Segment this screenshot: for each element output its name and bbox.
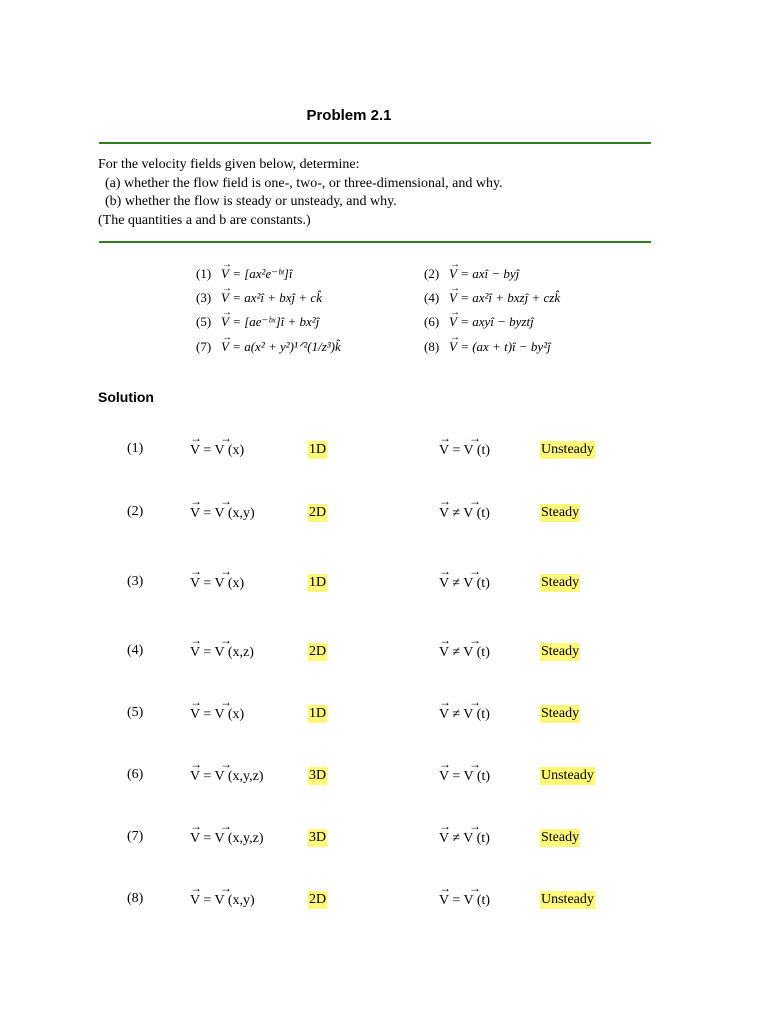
row-number: (4) — [127, 643, 144, 658]
velocity-vector: → V — [221, 314, 229, 330]
equation-expression: = ax²î + bxĵ + ck̂ — [228, 290, 322, 305]
arrow-icon: → — [220, 819, 232, 833]
intro-line-3: (b) whether the flow is steady or unsteady, and why. — [98, 194, 397, 209]
arrow-icon: → — [439, 431, 451, 445]
dimension-badge: 2D — [309, 892, 327, 907]
arrow-icon: → — [190, 564, 202, 578]
velocity-vector: → V — [449, 314, 457, 330]
velocity-vector: → V — [449, 266, 457, 282]
equation-expression: = [ax²e⁻ᵇᵗ]î — [228, 266, 293, 281]
steadiness-badge: Steady — [541, 830, 580, 845]
arrow-icon: → — [469, 494, 481, 508]
spatial-dependence: V = V (x,y,z) — [190, 831, 264, 846]
arrow-icon: → — [220, 881, 232, 895]
equation-number: (1) — [196, 266, 212, 281]
steadiness-badge: Unsteady — [541, 442, 594, 457]
steadiness-badge: Steady — [541, 644, 580, 659]
arrow-icon: → — [190, 695, 202, 709]
arrow-icon: → — [439, 757, 451, 771]
arrow-icon: → — [220, 757, 232, 771]
arrow-icon: → — [469, 819, 481, 833]
arrow-icon: → — [220, 633, 232, 647]
equation-2 — [424, 266, 519, 282]
time-dependence: V ≠ V (t) — [439, 707, 490, 722]
dimension-badge: 1D — [309, 706, 327, 721]
time-dependence: V ≠ V (t) — [439, 506, 490, 521]
intro-line-1: For the velocity fields given below, determine: — [98, 157, 360, 172]
solution-row — [0, 695, 768, 735]
dimension-badge: 3D — [309, 768, 327, 783]
equation-expression: = (ax + t)î − by²ĵ — [456, 339, 551, 354]
steadiness-badge: Steady — [541, 505, 580, 520]
steadiness-badge: Unsteady — [541, 768, 594, 783]
row-number: (8) — [127, 891, 144, 906]
arrow-icon: → — [220, 494, 232, 508]
velocity-vector: → V — [221, 339, 229, 355]
row-number: (5) — [127, 705, 144, 720]
equation-expression: = axî − byĵ — [456, 266, 520, 281]
arrow-icon: → — [220, 431, 232, 445]
arrow-icon: → — [439, 494, 451, 508]
dimension-badge: 2D — [309, 505, 327, 520]
solution-row — [0, 633, 768, 673]
equation-number: (5) — [196, 314, 212, 329]
equation-expression: = a(x² + y²)¹ᐟ²(1/z³)k̂ — [228, 339, 341, 354]
row-number: (6) — [127, 767, 144, 782]
time-dependence: V ≠ V (t) — [439, 831, 490, 846]
velocity-vector: → V — [221, 290, 229, 306]
arrow-icon: → — [439, 564, 451, 578]
dimension-badge: 2D — [309, 644, 327, 659]
arrow-icon: → — [469, 431, 481, 445]
equation-1 — [196, 266, 292, 282]
arrow-icon: → — [439, 633, 451, 647]
arrow-icon: → — [220, 695, 232, 709]
arrow-icon: → — [439, 881, 451, 895]
arrow-icon: → — [190, 757, 202, 771]
equation-expression: = axyî − byztĵ — [456, 314, 534, 329]
dimension-badge: 3D — [309, 830, 327, 845]
equation-number: (8) — [424, 339, 440, 354]
intro-line-4: (The quantities a and b are constants.) — [98, 212, 311, 228]
arrow-icon: → — [190, 819, 202, 833]
row-number: (1) — [127, 441, 144, 456]
solution-row — [0, 881, 768, 921]
equation-4 — [424, 290, 560, 306]
row-number: (3) — [127, 574, 144, 589]
equation-number: (2) — [424, 266, 440, 281]
problem-title: Problem 2.1 — [306, 107, 392, 124]
dimension-badge: 1D — [309, 442, 327, 457]
spatial-dependence: V = V (x,y) — [190, 893, 255, 908]
arrow-icon: → — [439, 819, 451, 833]
arrow-icon: → — [190, 431, 202, 445]
solution-row — [0, 431, 768, 471]
equation-6 — [424, 314, 534, 330]
time-dependence: V ≠ V (t) — [439, 645, 490, 660]
time-dependence: V = V (t) — [439, 893, 491, 908]
arrow-icon: → — [469, 881, 481, 895]
arrow-icon: → — [190, 494, 202, 508]
bottom-divider — [99, 241, 651, 243]
solution-row — [0, 494, 768, 534]
equation-number: (4) — [424, 290, 440, 305]
solution-heading: Solution — [98, 389, 154, 405]
arrow-icon: → — [190, 881, 202, 895]
equation-number: (3) — [196, 290, 212, 305]
spatial-dependence: V = V (x) — [190, 443, 245, 458]
spatial-dependence: V = V (x,y) — [190, 506, 255, 521]
velocity-vector: → V — [221, 266, 229, 282]
time-dependence: V = V (t) — [439, 443, 491, 458]
steadiness-badge: Steady — [541, 706, 580, 721]
equation-8 — [424, 339, 551, 355]
steadiness-badge: Unsteady — [541, 892, 594, 907]
arrow-icon: → — [469, 564, 481, 578]
solution-row — [0, 564, 768, 604]
dimension-badge: 1D — [309, 575, 327, 590]
solution-row — [0, 819, 768, 859]
time-dependence: V = V (t) — [439, 769, 491, 784]
velocity-vector: → V — [449, 339, 457, 355]
problem-statement — [98, 156, 658, 230]
row-number: (7) — [127, 829, 144, 844]
equation-number: (6) — [424, 314, 440, 329]
arrow-icon: → — [190, 633, 202, 647]
time-dependence: V ≠ V (t) — [439, 576, 490, 591]
top-divider — [99, 142, 651, 144]
solution-row — [0, 757, 768, 797]
arrow-icon: → — [439, 695, 451, 709]
equation-number: (7) — [196, 339, 212, 354]
equation-3 — [196, 290, 322, 306]
spatial-dependence: V = V (x) — [190, 576, 245, 591]
row-number: (2) — [127, 504, 144, 519]
arrow-icon: → — [469, 633, 481, 647]
intro-line-2: (a) whether the flow field is one-, two-, or three-dimensional, and why. — [98, 175, 503, 191]
velocity-vector: → V — [449, 290, 457, 306]
arrow-icon: → — [469, 757, 481, 771]
equation-expression: = ax²î + bxzĵ + czk̂ — [456, 290, 561, 305]
spatial-dependence: V = V (x,y,z) — [190, 769, 264, 784]
equation-5 — [196, 314, 319, 330]
arrow-icon: → — [469, 695, 481, 709]
steadiness-badge: Steady — [541, 575, 580, 590]
arrow-icon: → — [220, 564, 232, 578]
equation-expression: = [ae⁻ᵇˣ]î + bx²ĵ — [228, 314, 320, 329]
spatial-dependence: V = V (x,z) — [190, 645, 254, 660]
equation-7 — [196, 339, 341, 355]
spatial-dependence: V = V (x) — [190, 707, 245, 722]
